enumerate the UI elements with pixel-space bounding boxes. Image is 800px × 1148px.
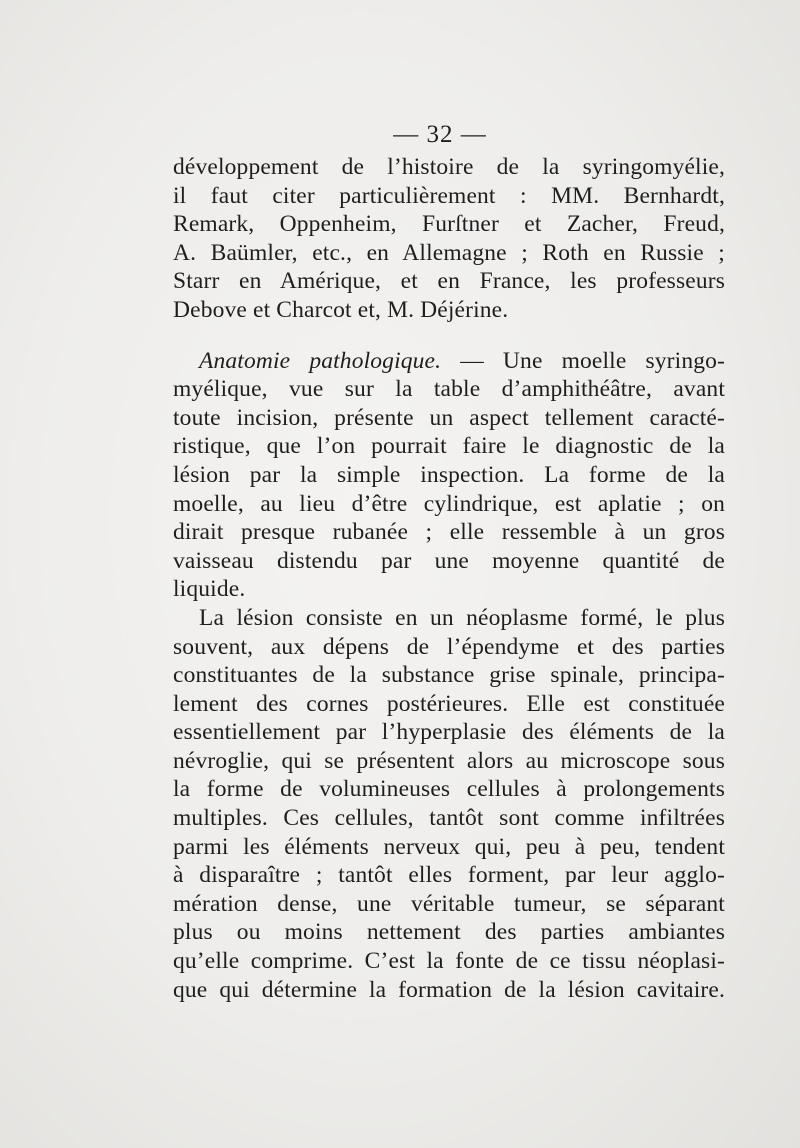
text-line: myélique, vue sur la table d’amphithéâtre, avant <box>173 376 725 403</box>
text-line: lésion par la simple inspection. La forme de la <box>173 461 725 488</box>
text-line: La lésion consiste en un néoplasme formé, le plus <box>199 604 725 631</box>
text-line: Starr en Amérique, et en France, les professeurs <box>173 268 725 295</box>
text-line: névroglie, qui se présentent alors au microscope sous <box>173 747 725 774</box>
text-line: A. Baümler, etc., en Allemagne ; Roth en Russie ; <box>173 239 725 266</box>
paragraph-contributors <box>173 153 725 325</box>
text-line: lement des cornes postérieures. Elle est constituée <box>173 690 725 717</box>
text-line: qu’elle comprime. C’est la fonte de ce tissu néoplasi- <box>173 948 725 975</box>
text-line: souvent, aux dépens de l’épendyme et des parties <box>173 633 725 660</box>
body-text <box>173 153 725 1004</box>
section-heading: Anatomie pathologique. <box>199 347 442 374</box>
text-line: mération dense, une véritable tumeur, se séparant <box>173 890 725 917</box>
text-line: Remark, Oppenheim, Furſtner et Zacher, Freud, <box>173 211 725 238</box>
text-line: toute incision, présente un aspect tellement caracté- <box>173 404 725 431</box>
text-line: plus ou moins nettement des parties ambiantes <box>173 919 725 946</box>
text-line: moelle, au lieu d’être cylindrique, est aplatie ; on <box>173 490 725 517</box>
heading-continuation: — Une moelle syringo- <box>441 347 725 374</box>
page-number: — 32 — <box>393 121 487 148</box>
text-line: la forme de volumineuses cellules à prolongements <box>173 776 725 803</box>
text-line: que qui détermine la formation de la lésion cavitaire. <box>173 976 725 1003</box>
text-line: développement de l’histoire de la syringomyélie, <box>173 154 725 180</box>
text-line: vaisseau distendu par une moyenne quantité de <box>173 547 725 574</box>
text-line: constituantes de la substance grise spinale, principa- <box>173 662 725 689</box>
text-line: il faut citer particulièrement : MM. Bernhardt, <box>173 182 725 209</box>
paragraph-pathological-anatomy <box>173 347 725 604</box>
text-line <box>173 347 725 376</box>
text-line: dirait presque rubanée ; elle ressemble à un gros <box>173 519 725 546</box>
text-line: liquide. <box>173 576 246 603</box>
text-line: ristique, que l’on pourrait faire le diagnostic de la <box>173 433 725 460</box>
text-line: à disparaître ; tantôt elles forment, par leur agglo- <box>173 862 725 889</box>
text-line: parmi les éléments nerveux qui, peu à peu, tendent <box>173 833 725 860</box>
text-line: multiples. Ces cellules, tantôt sont comme infiltrées <box>173 805 725 832</box>
paragraph-lesion <box>173 604 725 1004</box>
text-line: Debove et Charcot et, M. Déjérine. <box>173 296 509 323</box>
text-line: essentiellement par l’hyperplasie des éléments de la <box>173 719 725 746</box>
